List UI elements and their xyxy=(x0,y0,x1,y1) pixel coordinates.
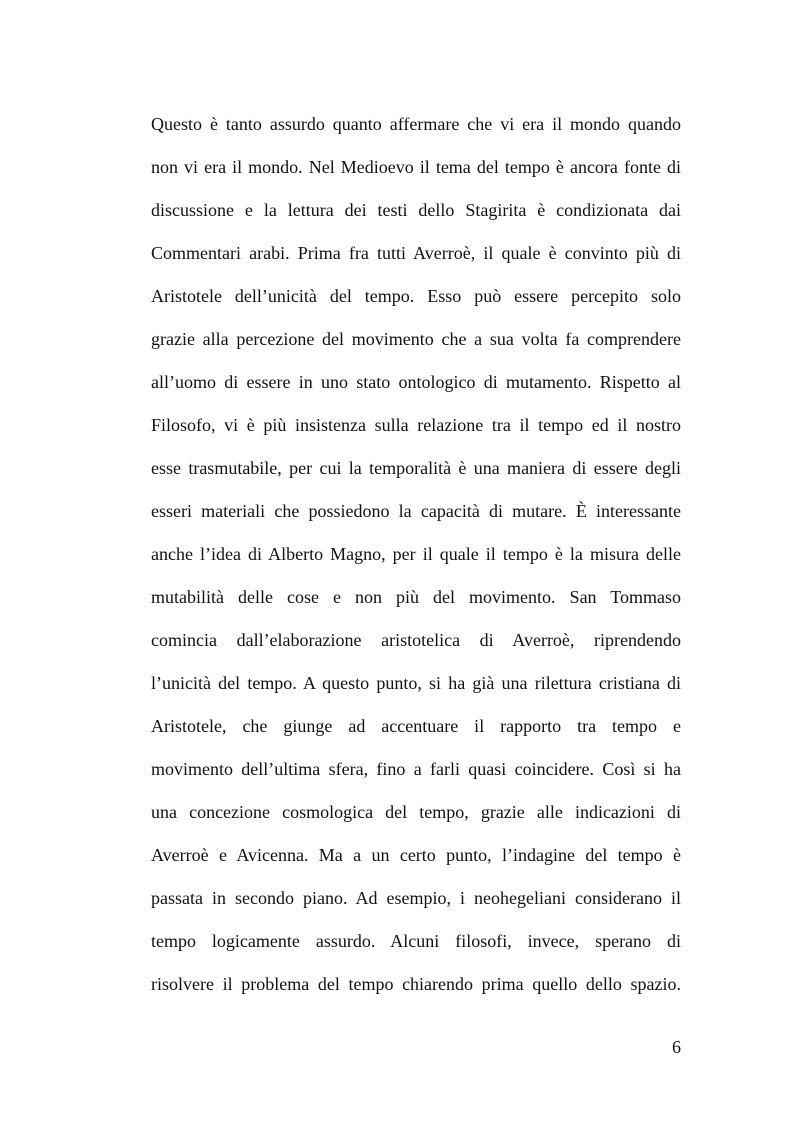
page-number: 6 xyxy=(672,1037,681,1057)
text-line-12: mutabilità delle cose e non più del movimento. San Tommaso xyxy=(151,587,681,607)
text-line-8: Filosofo, vi è più insistenza sulla relazione tra il tempo ed il nostro xyxy=(151,415,681,435)
text-line-19: passata in secondo piano. Ad esempio, i neohegeliani considerano il xyxy=(151,888,681,908)
text-line-2: non vi era il mondo. Nel Medioevo il tema del tempo è ancora fonte di xyxy=(151,157,681,177)
text-line-10: esseri materiali che possiedono la capacità di mutare. È interessante xyxy=(151,501,681,521)
text-line-14: l’unicità del tempo. A questo punto, si ha già una rilettura cristiana di xyxy=(151,673,681,693)
text-line-16: movimento dell’ultima sfera, fino a farli quasi coincidere. Così si ha xyxy=(151,759,681,779)
text-line-3: discussione e la lettura dei testi dello Stagirita è condizionata dai xyxy=(151,200,681,220)
text-line-17: una concezione cosmologica del tempo, grazie alle indicazioni di xyxy=(151,802,681,822)
text-line-11: anche l’idea di Alberto Magno, per il quale il tempo è la misura delle xyxy=(151,544,681,564)
text-line-18: Averroè e Avicenna. Ma a un certo punto, l’indagine del tempo è xyxy=(151,845,681,865)
text-line-9: esse trasmutabile, per cui la temporalità è una maniera di essere degli xyxy=(151,458,681,478)
text-line-7: all’uomo di essere in uno stato ontologico di mutamento. Rispetto al xyxy=(151,372,681,392)
text-line-15: Aristotele, che giunge ad accentuare il rapporto tra tempo e xyxy=(151,716,681,736)
text-line-1: Questo è tanto assurdo quanto affermare che vi era il mondo quando xyxy=(151,114,681,134)
text-line-6: grazie alla percezione del movimento che a sua volta fa comprendere xyxy=(151,329,681,349)
text-line-13: comincia dall’elaborazione aristotelica di Averroè, riprendendo xyxy=(151,630,681,650)
text-line-20: tempo logicamente assurdo. Alcuni filosofi, invece, sperano di xyxy=(151,931,681,951)
text-line-5: Aristotele dell’unicità del tempo. Esso può essere percepito solo xyxy=(151,286,681,306)
text-line-21: risolvere il problema del tempo chiarendo prima quello dello spazio. xyxy=(151,974,681,994)
text-line-4: Commentari arabi. Prima fra tutti Averroè, il quale è convinto più di xyxy=(151,243,681,263)
